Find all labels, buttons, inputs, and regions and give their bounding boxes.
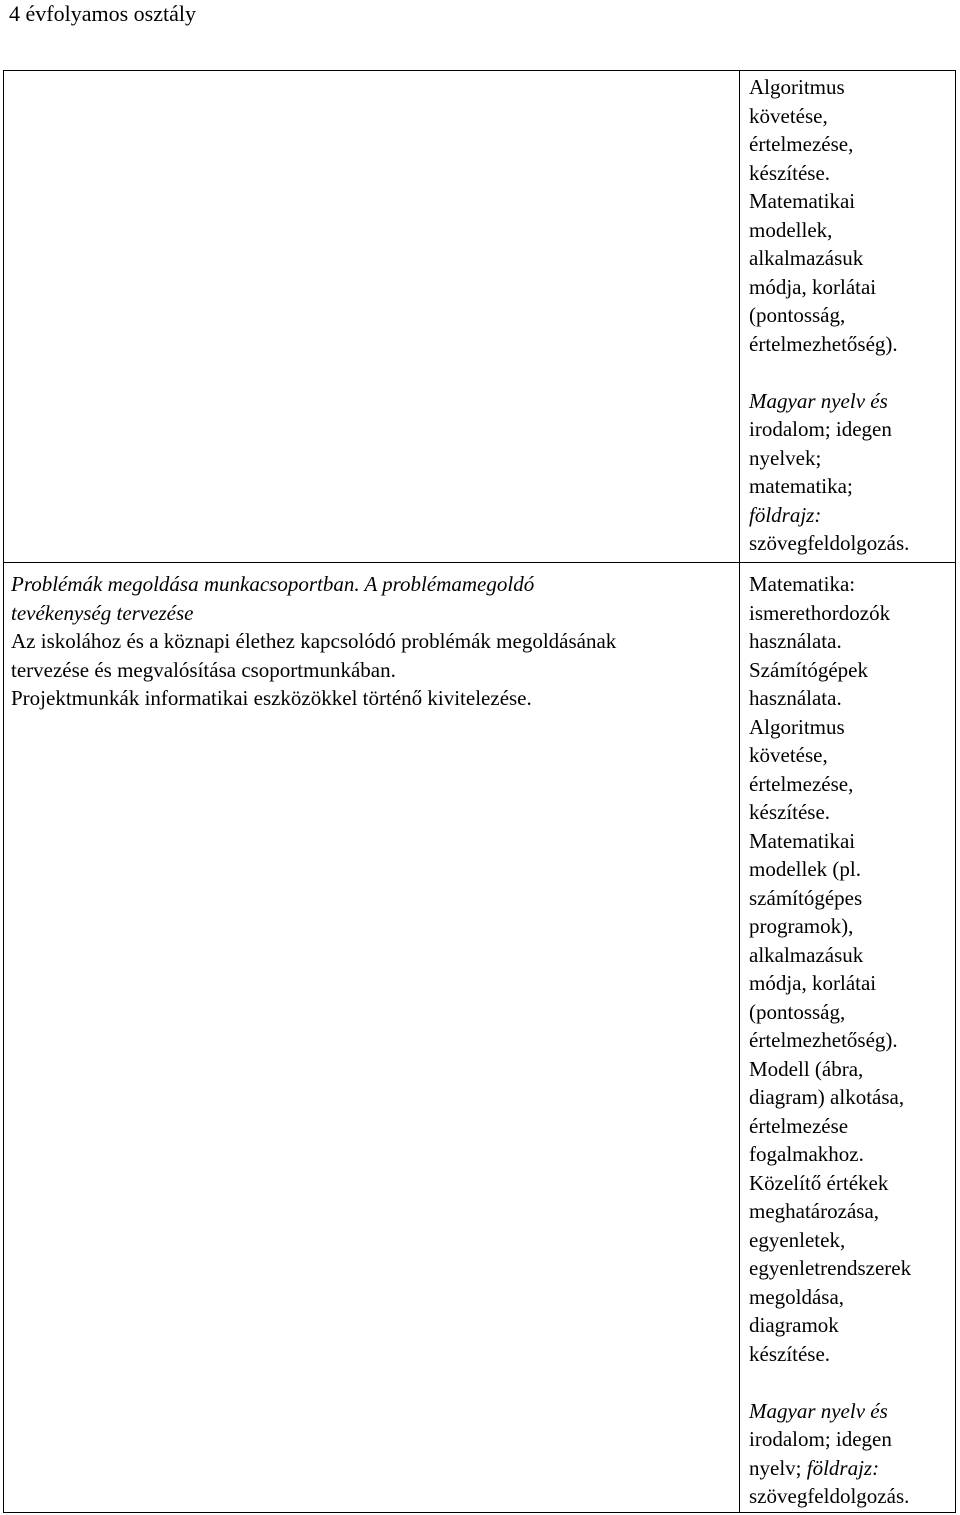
text-line: Problémák megoldása munkacsoportban. A problémamegoldó xyxy=(11,572,535,596)
text-line: Az iskolához és a köznapi élethez kapcsolódó problémák megoldásának xyxy=(11,629,617,653)
text-line: modellek, xyxy=(749,217,833,242)
row2-left-cell xyxy=(11,570,736,713)
text-line: irodalom; idegen xyxy=(749,417,892,441)
text-line: ismerethordozók xyxy=(749,600,891,625)
text-line: Matematikai xyxy=(749,828,856,853)
text-line: matematika; xyxy=(749,474,853,498)
text-line: egyenletek, xyxy=(749,1227,846,1252)
text-line xyxy=(749,1454,954,1483)
text-line: földrajz: xyxy=(749,502,822,527)
text-line: készítése. xyxy=(749,800,831,824)
text-line: módja, korlátai xyxy=(749,971,877,995)
text-line: diagram) alkotása, xyxy=(749,1085,905,1109)
text-line: követése, xyxy=(749,743,828,767)
text-line: szövegfeldolgozás. xyxy=(749,531,910,555)
text-line: használata. xyxy=(749,686,842,710)
text-line: Matematika: xyxy=(749,572,856,596)
text-line: módja, korlátai xyxy=(749,274,877,299)
text-line: (pontosság, xyxy=(749,999,846,1024)
text-line: megoldása, xyxy=(749,1284,845,1309)
text-line: használata. xyxy=(749,629,842,653)
text-line: fogalmakhoz. xyxy=(749,1142,864,1166)
text-line: követése, xyxy=(749,103,828,128)
text-line: modellek (pl. xyxy=(749,857,861,881)
text-line: irodalom; idegen xyxy=(749,1427,892,1451)
text-line: Algoritmus xyxy=(749,75,845,99)
text-line: készítése. xyxy=(749,1341,831,1366)
text-line: Modell (ábra, xyxy=(749,1056,864,1081)
text-fragment: nyelv; xyxy=(749,1455,807,1480)
paragraph-gap xyxy=(749,358,954,387)
text-line: alkalmazásuk xyxy=(749,942,864,967)
text-fragment: földrajz: xyxy=(806,1455,880,1480)
text-line: egyenletrendszerek xyxy=(749,1256,912,1280)
text-line: programok), xyxy=(749,914,854,938)
text-line: Közelítő értékek xyxy=(749,1170,889,1195)
text-line: szövegfeldolgozás. xyxy=(749,1484,910,1508)
text-line: Projektmunkák informatikai eszközökkel történő kivitelezése. xyxy=(11,686,532,710)
text-line: nyelvek; xyxy=(749,445,822,470)
text-line: készítése. xyxy=(749,160,831,185)
text-line: tervezése és megvalósítása csoportmunkában. xyxy=(11,657,396,682)
row1-right-cell xyxy=(749,73,954,558)
paragraph-gap xyxy=(749,1368,954,1397)
text-line: (pontosság, xyxy=(749,303,846,327)
text-line: értelmezhetőség). xyxy=(749,331,898,356)
text-line: meghatározása, xyxy=(749,1199,880,1223)
column-divider xyxy=(739,70,740,1513)
row-divider xyxy=(3,562,956,563)
text-line: diagramok xyxy=(749,1313,839,1337)
text-line: értelmezése xyxy=(749,1113,849,1138)
text-line: számítógépes xyxy=(749,885,863,910)
text-line: Algoritmus xyxy=(749,714,845,739)
text-line: Magyar nyelv és xyxy=(749,388,888,413)
text-line: értelmezhetőség). xyxy=(749,1028,898,1052)
text-line: tevékenység tervezése xyxy=(11,600,194,625)
text-line: Számítógépek xyxy=(749,657,868,682)
text-line: Matematikai xyxy=(749,189,856,213)
row2-right-cell xyxy=(749,570,954,1511)
text-line: Magyar nyelv és xyxy=(749,1398,888,1423)
page-header: 4 évfolyamos osztály xyxy=(9,1,196,26)
text-line: értelmezése, xyxy=(749,771,854,796)
text-line: alkalmazásuk xyxy=(749,246,864,270)
text-line: értelmezése, xyxy=(749,132,854,156)
